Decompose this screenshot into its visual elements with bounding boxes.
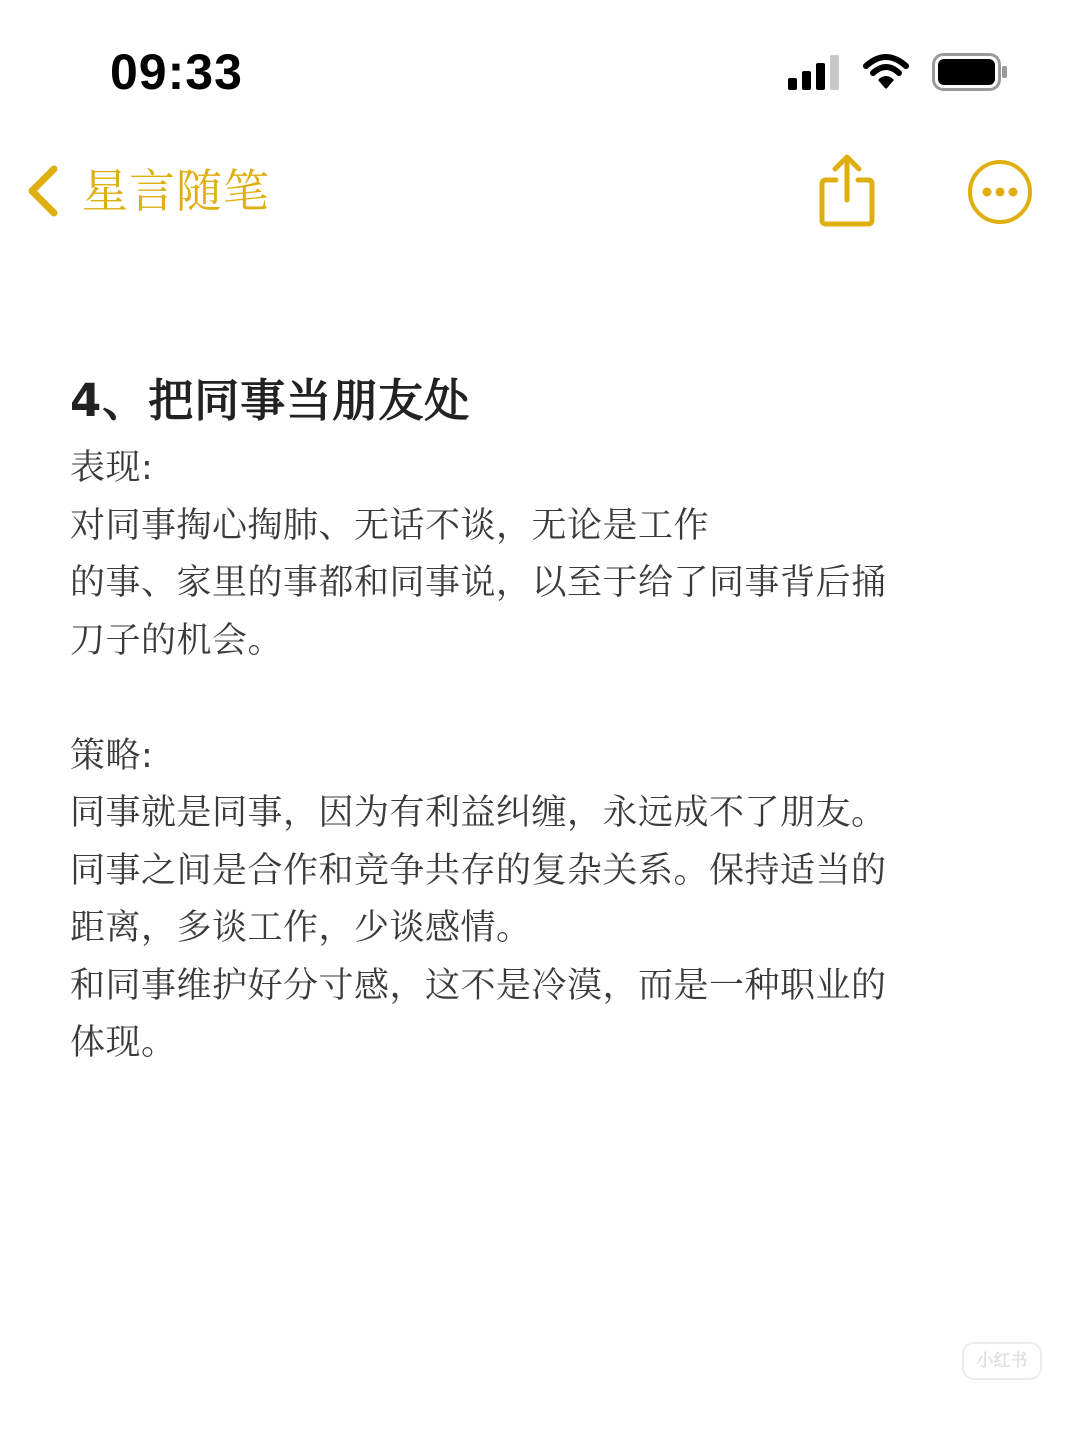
navigation-bar (0, 140, 1080, 250)
note-title: 4、把同事当朋友处 (70, 374, 471, 427)
status-icons (788, 50, 1008, 94)
note-line: 同事就是同事，因为有利益纠缠，永远成不了朋友。 (70, 793, 887, 833)
watermark-logo: 小红书 (962, 1342, 1042, 1380)
note-body[interactable] (70, 362, 1020, 1073)
note-line: 同事之间是合作和竞争共存的复杂关系。保持适当的 (70, 850, 887, 891)
note-blank-line (70, 670, 1020, 728)
note-line: 和同事维护好分寸感，这不是冷漠，而是一种职业的 (70, 965, 887, 1006)
signal-icon (788, 54, 840, 90)
note-line: 刀子的机会。 (70, 620, 284, 661)
chevron-left-icon (24, 161, 60, 221)
back-label: 星言随笔 (82, 164, 270, 218)
note-line: 体现。 (70, 1023, 177, 1063)
share-icon[interactable] (810, 154, 884, 228)
back-button[interactable] (24, 156, 270, 226)
note-line: 表现: (70, 448, 154, 488)
note-line: 策略: (70, 735, 154, 776)
status-time: 09:33 (110, 44, 243, 100)
status-bar (0, 0, 1080, 130)
battery-icon (932, 53, 1008, 91)
note-line: 对同事掏心掏肺、无话不谈，无论是工作 (70, 505, 710, 546)
note-line: 的事、家里的事都和同事说，以至于给了同事背后捅 (70, 563, 887, 603)
more-icon[interactable] (966, 158, 1034, 226)
wifi-icon (862, 54, 910, 90)
note-line: 距离，多谈工作，少谈感情。 (70, 908, 532, 948)
